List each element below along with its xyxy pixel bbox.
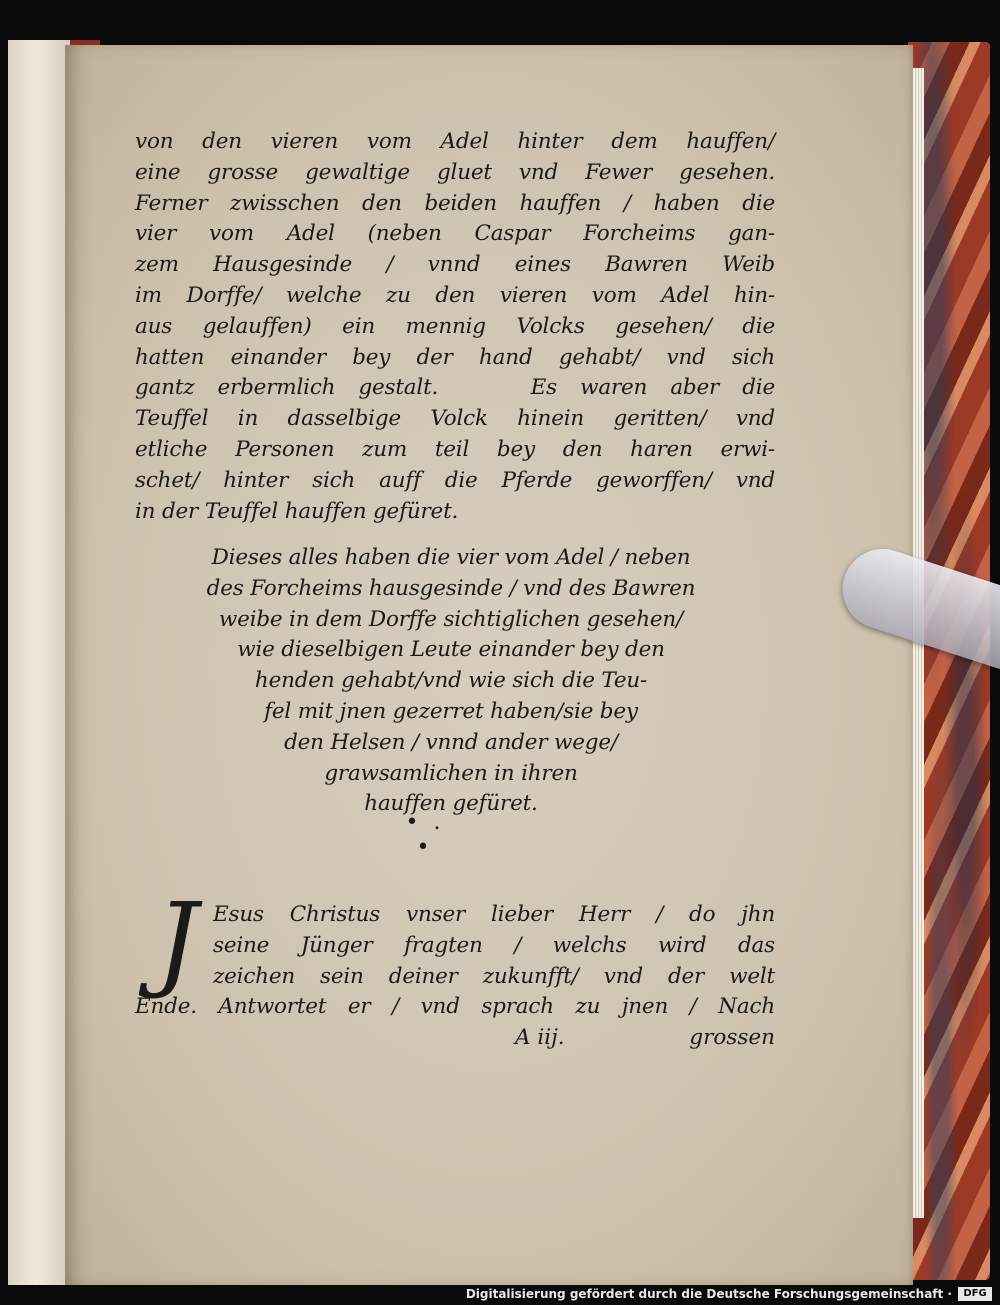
text-line: vier vom Adel (neben Caspar Forcheims gan-	[135, 221, 775, 247]
book-page	[65, 45, 913, 1285]
text-line: den Helsen / vnnd ander wege/	[284, 729, 618, 755]
text-line: zeichen sein deiner zukunfft/ vnd der welt	[213, 963, 775, 989]
text-line: zem Hausgesinde / vnnd eines Bawren Weib	[135, 252, 775, 278]
text-line: des Forcheims hausgesinde / vnd des Bawren	[206, 575, 696, 601]
paragraph-1	[135, 127, 775, 527]
text-line: Dieses alles haben die vier vom Adel / neben	[211, 545, 691, 570]
signature-mark: A iij.	[515, 1025, 565, 1050]
text-line: hauffen gefüret.	[364, 791, 538, 817]
text-line: im Dorffe/ welche zu den vieren vom Adel hin-	[135, 282, 775, 308]
text-line: aus gelauffen) ein mennig Volcks gesehen/ die	[135, 313, 775, 339]
text-line: weibe in dem Dorffe sichtiglichen gesehen/	[218, 606, 684, 632]
footer-bar	[0, 1285, 1000, 1305]
text-line: seine Jünger fragten / welchs wird das	[213, 932, 775, 958]
text-line: eine grosse gewaltige gluet vnd Fewer gesehen.	[135, 159, 775, 185]
text-line: Teuffel in dasselbige Volck hinein geritten/ vnd	[135, 406, 775, 432]
text-line: etliche Personen zum teil bey den haren erwi-	[135, 436, 775, 462]
text-line: Esus Christus vnser lieber Herr / do jhn	[213, 902, 775, 927]
text-line: gantz erbermlich gestalt. Es waren aber die	[135, 375, 775, 401]
page-footer-line	[135, 1025, 775, 1056]
funding-credit: Digitalisierung gefördert durch die Deutsche Forschungsgemeinschaft ·	[465, 1287, 952, 1301]
text-line: hatten einander bey der hand gehabt/ vnd sich	[135, 344, 775, 370]
ornament-dots: • . •	[405, 810, 445, 860]
text-line: Ferner zwisschen den beiden hauffen / haben die	[135, 190, 775, 216]
paragraph-2-taper	[131, 543, 771, 820]
dfg-logo: DFG	[958, 1287, 992, 1301]
text-line: henden gehabt/vnd wie sich die Teu-	[254, 668, 648, 694]
text-line: fel mit jnen gezerret haben/sie bey	[264, 698, 638, 724]
text-line: grawsamlichen in ihren	[324, 760, 578, 786]
text-line: schet/ hinter sich auff die Pferde geworffen/ vnd	[135, 467, 775, 493]
text-line: Ende. Antwortet er / vnd sprach zu jnen / Nach	[135, 994, 775, 1020]
catchword: grossen	[689, 1025, 775, 1050]
text-line: von den vieren vom Adel hinter dem hauffen/	[135, 129, 775, 154]
text-line: wie dieselbigen Leute einander bey den	[237, 637, 665, 663]
text-line: in der Teuffel hauffen gefüret.	[135, 498, 459, 524]
paragraph-3	[135, 900, 775, 1023]
decorated-initial: J	[156, 880, 198, 1002]
